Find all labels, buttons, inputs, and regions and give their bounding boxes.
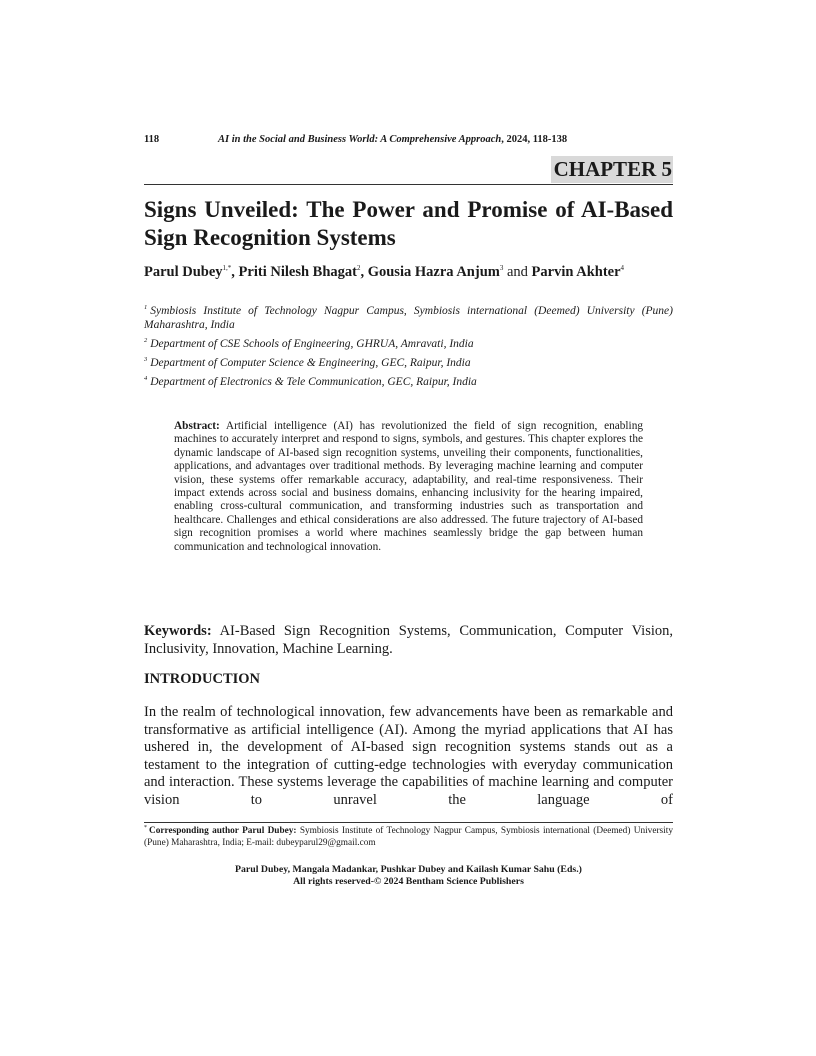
- author-list: [144, 264, 673, 281]
- affiliation: [144, 356, 673, 370]
- affiliation-number: 3: [144, 356, 148, 363]
- chapter-header: [144, 156, 673, 185]
- keywords-label: Keywords:: [144, 623, 212, 639]
- footnote-text: Symbiosis Institute of Technology Nagpur Campus, Symbiosis international (Deemed) University (Pune) Maharashtra, India; E-mail: dubeyparul29@gmail.com: [144, 826, 673, 848]
- author-name: Parvin Akhter: [531, 264, 621, 280]
- affiliation-number: 2: [144, 337, 148, 344]
- affiliation-text: Department of Electronics & Tele Communication, GEC, Raipur, India: [150, 376, 477, 388]
- intro-paragraph: In the realm of technological innovation, few advancements have been as remarkable and transformative as artificial intelligence (AI). Among the myriad applications that AI has ushered in, the development of AI-based sign recognition systems stands out as a testament to the integration of cutting-edge technologies with everyday communication and interaction. These systems leverage the capabilities of machine learning and computer vision to unravel the language of: [144, 704, 673, 808]
- footnote-divider: [144, 822, 673, 823]
- running-head: [144, 134, 673, 145]
- author-affiliation-mark: 3: [499, 264, 504, 272]
- chapter-label: CHAPTER 5: [551, 156, 673, 183]
- book-title: AI in the Social and Business World: A Comprehensive Approach: [218, 134, 502, 145]
- affiliation-text: Department of Computer Science & Engineering, GEC, Raipur, India: [150, 357, 471, 369]
- abstract: [174, 420, 643, 554]
- author-name: Priti Nilesh Bhagat: [238, 264, 357, 280]
- author-name: Gousia Hazra Anjum: [367, 264, 500, 280]
- keywords-text: AI-Based Sign Recognition Systems, Communication, Computer Vision, Inclusivity, Innovation, Machine Learning.: [144, 623, 673, 657]
- footnote-mark: *: [144, 825, 147, 831]
- affiliation: [144, 304, 673, 332]
- affiliation: [144, 375, 673, 389]
- affiliation-list: [144, 304, 673, 394]
- abstract-label: Abstract:: [174, 420, 220, 432]
- author-affiliation-mark: 4: [620, 264, 625, 272]
- affiliation-number: 1: [144, 304, 148, 311]
- book-citation: , 2024, 118-138: [501, 134, 568, 145]
- rights-line: All rights reserved-© 2024 Bentham Science Publishers: [293, 876, 524, 887]
- editors-line: Parul Dubey, Mangala Madankar, Pushkar Dubey and Kailash Kumar Sahu (Eds.): [235, 864, 582, 875]
- author-affiliation-mark: 2: [356, 264, 361, 272]
- corresponding-author-footnote: [144, 826, 673, 849]
- author-separator: and: [503, 264, 532, 280]
- footnote-label: Corresponding author Parul Dubey:: [149, 826, 297, 836]
- chapter-title: Signs Unveiled: The Power and Promise of AI-Based Sign Recognition Systems: [144, 197, 673, 250]
- section-heading: INTRODUCTION: [144, 671, 261, 687]
- affiliation-number: 4: [144, 375, 148, 382]
- author-separator: ,: [360, 264, 368, 280]
- affiliation-text: Symbiosis Institute of Technology Nagpur Campus, Symbiosis international (Deemed) University (Pune) Maharashtra, India: [144, 305, 673, 331]
- author-name: Parul Dubey: [144, 264, 223, 280]
- author-affiliation-mark: 1,*: [222, 264, 232, 272]
- affiliation: [144, 337, 673, 351]
- abstract-text: Artificial intelligence (AI) has revolutionized the field of sign recognition, enabling machines to accurately interpret and respond to signs, symbols, and gestures. This chapter explores the dynamic landscape of AI-based sign recognition systems, unveiling their components, functionalities, applications, and advantages over traditional methods. By leveraging machine learning and computer vision, these systems offer remarkable accuracy, adaptability, and real-time responsiveness. Their impact extends across social and business domains, enhancing inclusivity for the hearing impaired, enabling cross-cultural communication, and transforming industries such as transportation and healthcare. Challenges and ethical considerations are also addressed. The future trajectory of AI-based sign recognition promises a world where machines seamlessly bridge the gap between human communication and technological innovation.: [174, 420, 643, 553]
- affiliation-text: Department of CSE Schools of Engineering, GHRUA, Amravati, India: [150, 338, 474, 350]
- publisher-credits: [144, 864, 673, 888]
- author-separator: ,: [231, 264, 239, 280]
- page-number: 118: [144, 134, 160, 145]
- keywords: [144, 622, 673, 658]
